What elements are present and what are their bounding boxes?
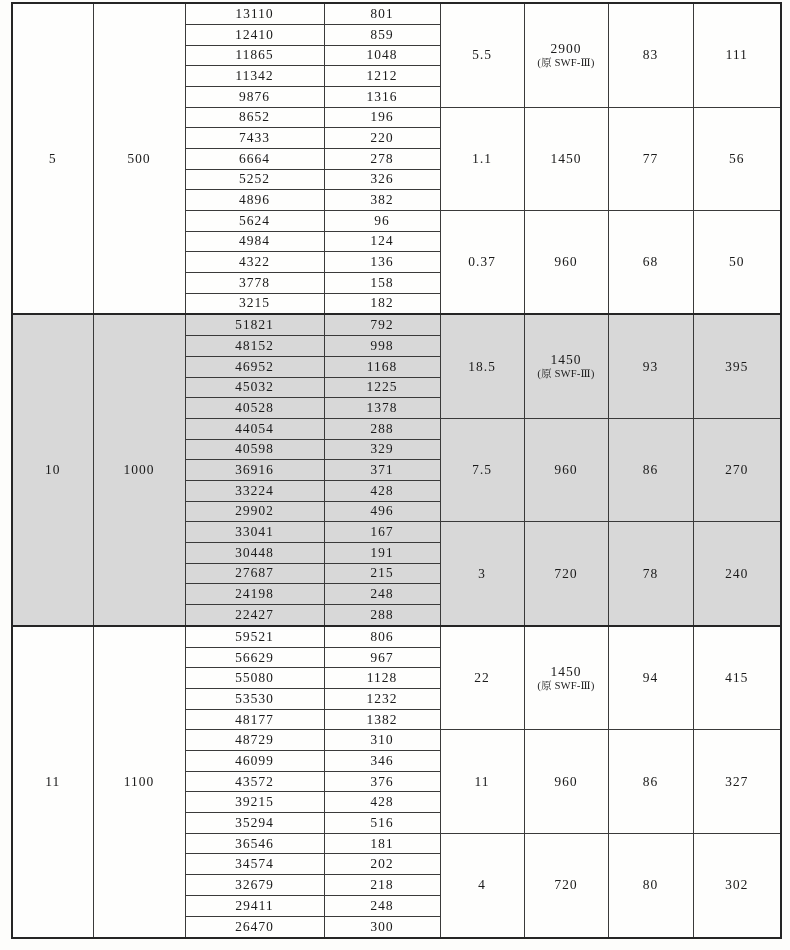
cell-power: 1.1 xyxy=(440,107,524,210)
cell-power: 7.5 xyxy=(440,419,524,522)
cell-value: 270 xyxy=(693,419,781,522)
cell-air-volume: 45032 xyxy=(185,377,324,398)
cell-air-volume: 9876 xyxy=(185,86,324,107)
cell-speed xyxy=(524,833,608,938)
cell-air-volume: 40598 xyxy=(185,439,324,460)
cell-pressure: 1048 xyxy=(324,45,440,66)
cell-air-volume: 33041 xyxy=(185,522,324,543)
cell-pressure: 310 xyxy=(324,730,440,751)
table-row xyxy=(12,626,781,647)
cell-value: 240 xyxy=(693,522,781,626)
speed-note: (原 SWF-Ⅲ) xyxy=(537,57,595,69)
cell-power: 11 xyxy=(440,730,524,833)
cell-air-volume: 39215 xyxy=(185,792,324,813)
cell-air-volume: 3778 xyxy=(185,272,324,293)
cell-air-volume: 36546 xyxy=(185,833,324,854)
cell-air-volume: 55080 xyxy=(185,668,324,689)
speed-note: (原 SWF-Ⅲ) xyxy=(537,680,595,692)
cell-pressure: 196 xyxy=(324,107,440,128)
speed-value: 960 xyxy=(554,254,578,270)
spec-table-body xyxy=(12,3,781,938)
cell-pressure: 371 xyxy=(324,460,440,481)
cell-efficiency: 83 xyxy=(608,3,693,107)
cell-pressure: 382 xyxy=(324,190,440,211)
cell-air-volume: 24198 xyxy=(185,584,324,605)
cell-air-volume: 40528 xyxy=(185,398,324,419)
cell-pressure: 182 xyxy=(324,293,440,314)
cell-pressure: 1232 xyxy=(324,689,440,710)
cell-efficiency: 68 xyxy=(608,210,693,314)
cell-pressure: 346 xyxy=(324,751,440,772)
cell-efficiency: 78 xyxy=(608,522,693,626)
cell-pressure: 181 xyxy=(324,833,440,854)
cell-power: 4 xyxy=(440,833,524,938)
speed-value: 960 xyxy=(554,462,578,478)
cell-pressure: 859 xyxy=(324,24,440,45)
cell-air-volume: 48729 xyxy=(185,730,324,751)
cell-diameter: 1000 xyxy=(93,314,185,625)
cell-efficiency: 86 xyxy=(608,730,693,833)
cell-speed xyxy=(524,3,608,107)
cell-air-volume: 13110 xyxy=(185,3,324,24)
cell-air-volume: 30448 xyxy=(185,543,324,564)
cell-air-volume: 59521 xyxy=(185,626,324,647)
cell-power: 3 xyxy=(440,522,524,626)
cell-air-volume: 12410 xyxy=(185,24,324,45)
speed-note: (原 SWF-Ⅲ) xyxy=(537,369,595,381)
cell-pressure: 1382 xyxy=(324,709,440,730)
cell-power: 18.5 xyxy=(440,314,524,418)
cell-air-volume: 26470 xyxy=(185,916,324,938)
cell-model-no: 11 xyxy=(12,626,93,938)
cell-model-no: 10 xyxy=(12,314,93,625)
cell-diameter: 1100 xyxy=(93,626,185,938)
speed-value: 720 xyxy=(554,877,578,893)
cell-air-volume: 11342 xyxy=(185,66,324,87)
speed-value: 720 xyxy=(554,565,578,581)
cell-power: 5.5 xyxy=(440,3,524,107)
cell-model-no: 5 xyxy=(12,3,93,314)
cell-pressure: 220 xyxy=(324,128,440,149)
cell-pressure: 806 xyxy=(324,626,440,647)
cell-value: 56 xyxy=(693,107,781,210)
cell-pressure: 96 xyxy=(324,210,440,231)
cell-pressure: 516 xyxy=(324,813,440,834)
table-row xyxy=(12,314,781,335)
cell-pressure: 1316 xyxy=(324,86,440,107)
cell-pressure: 1378 xyxy=(324,398,440,419)
cell-pressure: 1212 xyxy=(324,66,440,87)
cell-air-volume: 5624 xyxy=(185,210,324,231)
cell-air-volume: 46099 xyxy=(185,751,324,772)
cell-efficiency: 94 xyxy=(608,626,693,730)
cell-air-volume: 29902 xyxy=(185,501,324,522)
speed-value: 2900 xyxy=(550,40,582,56)
cell-air-volume: 4984 xyxy=(185,231,324,252)
cell-air-volume: 5252 xyxy=(185,169,324,190)
cell-air-volume: 22427 xyxy=(185,605,324,626)
speed-value: 1450 xyxy=(550,352,582,368)
cell-air-volume: 32679 xyxy=(185,875,324,896)
cell-pressure: 248 xyxy=(324,584,440,605)
cell-value: 302 xyxy=(693,833,781,938)
cell-value: 415 xyxy=(693,626,781,730)
cell-pressure: 218 xyxy=(324,875,440,896)
cell-air-volume: 48152 xyxy=(185,336,324,357)
cell-air-volume: 53530 xyxy=(185,689,324,710)
table-row xyxy=(12,3,781,24)
cell-air-volume: 56629 xyxy=(185,647,324,668)
cell-speed xyxy=(524,626,608,730)
cell-pressure: 288 xyxy=(324,419,440,440)
cell-air-volume: 27687 xyxy=(185,563,324,584)
cell-air-volume: 48177 xyxy=(185,709,324,730)
cell-pressure: 167 xyxy=(324,522,440,543)
cell-speed xyxy=(524,107,608,210)
cell-efficiency: 80 xyxy=(608,833,693,938)
cell-pressure: 801 xyxy=(324,3,440,24)
cell-pressure: 428 xyxy=(324,481,440,502)
cell-speed xyxy=(524,419,608,522)
cell-air-volume: 11865 xyxy=(185,45,324,66)
cell-value: 327 xyxy=(693,730,781,833)
cell-efficiency: 86 xyxy=(608,419,693,522)
cell-pressure: 191 xyxy=(324,543,440,564)
cell-air-volume: 4896 xyxy=(185,190,324,211)
cell-pressure: 278 xyxy=(324,148,440,169)
cell-air-volume: 8652 xyxy=(185,107,324,128)
cell-speed xyxy=(524,314,608,418)
cell-diameter: 500 xyxy=(93,3,185,314)
cell-air-volume: 29411 xyxy=(185,895,324,916)
cell-pressure: 124 xyxy=(324,231,440,252)
cell-speed xyxy=(524,210,608,314)
cell-air-volume: 36916 xyxy=(185,460,324,481)
cell-pressure: 158 xyxy=(324,272,440,293)
cell-value: 50 xyxy=(693,210,781,314)
cell-pressure: 248 xyxy=(324,895,440,916)
speed-value: 1450 xyxy=(550,150,582,166)
cell-pressure: 1168 xyxy=(324,356,440,377)
speed-value: 1450 xyxy=(550,663,582,679)
cell-pressure: 792 xyxy=(324,314,440,335)
speed-value: 960 xyxy=(554,773,578,789)
cell-value: 111 xyxy=(693,3,781,107)
cell-efficiency: 93 xyxy=(608,314,693,418)
cell-pressure: 1128 xyxy=(324,668,440,689)
cell-air-volume: 35294 xyxy=(185,813,324,834)
cell-speed xyxy=(524,730,608,833)
cell-air-volume: 46952 xyxy=(185,356,324,377)
cell-air-volume: 33224 xyxy=(185,481,324,502)
cell-pressure: 326 xyxy=(324,169,440,190)
cell-air-volume: 3215 xyxy=(185,293,324,314)
cell-air-volume: 7433 xyxy=(185,128,324,149)
cell-power: 22 xyxy=(440,626,524,730)
cell-pressure: 300 xyxy=(324,916,440,938)
cell-pressure: 967 xyxy=(324,647,440,668)
cell-pressure: 998 xyxy=(324,336,440,357)
cell-pressure: 329 xyxy=(324,439,440,460)
cell-pressure: 202 xyxy=(324,854,440,875)
cell-air-volume: 4322 xyxy=(185,252,324,273)
cell-pressure: 215 xyxy=(324,563,440,584)
fan-spec-table xyxy=(11,2,782,939)
cell-air-volume: 43572 xyxy=(185,771,324,792)
cell-pressure: 288 xyxy=(324,605,440,626)
cell-power: 0.37 xyxy=(440,210,524,314)
cell-pressure: 376 xyxy=(324,771,440,792)
cell-efficiency: 77 xyxy=(608,107,693,210)
cell-pressure: 496 xyxy=(324,501,440,522)
cell-speed xyxy=(524,522,608,626)
cell-value: 395 xyxy=(693,314,781,418)
cell-air-volume: 34574 xyxy=(185,854,324,875)
cell-air-volume: 51821 xyxy=(185,314,324,335)
cell-pressure: 428 xyxy=(324,792,440,813)
cell-pressure: 1225 xyxy=(324,377,440,398)
cell-air-volume: 44054 xyxy=(185,419,324,440)
cell-pressure: 136 xyxy=(324,252,440,273)
cell-air-volume: 6664 xyxy=(185,148,324,169)
